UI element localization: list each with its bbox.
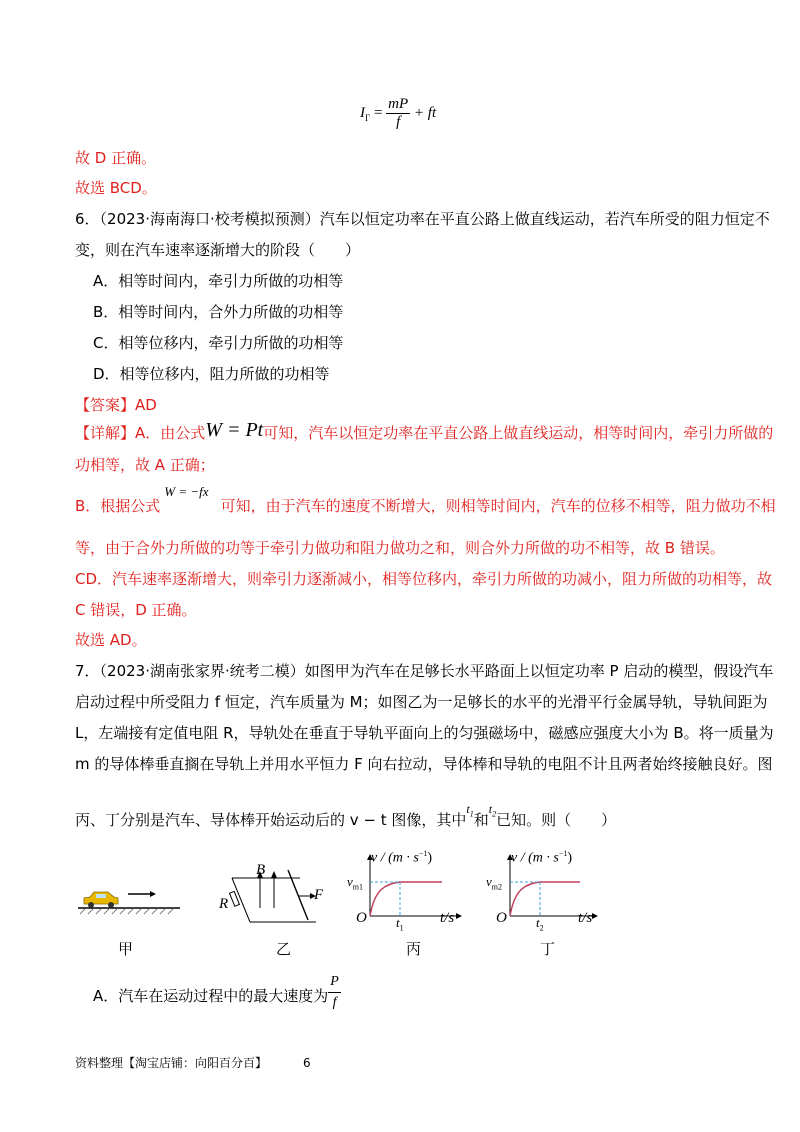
q7-line4: m 的导体棒垂直搁在导轨上并用水平恒力 F 向右拉动，导体棒和导轨的电阻不计且两者始终接触良好。图	[75, 755, 773, 773]
label-ding-t2	[536, 915, 544, 933]
formula-num: mP	[388, 96, 409, 112]
label-yi-R: R	[219, 896, 229, 912]
ground-hatch	[80, 908, 174, 914]
q7-line3: L，左端接有定值电阻 R，导轨处在垂直于导轨平面向上的匀强磁场中，磁感应强度大小为 B。将一质量为	[75, 724, 774, 742]
q7-t2	[488, 802, 497, 819]
q6-option-c: C．相等位移内，牵引力所做的功相等	[93, 334, 344, 352]
q7-and: 和	[473, 811, 489, 829]
formula-w-pt: W = Pt	[205, 419, 264, 441]
label-yi: 乙	[276, 940, 292, 958]
bing-axis-y-close: )	[427, 850, 433, 866]
q7-t2-sub: 2	[492, 809, 497, 819]
car-window	[96, 894, 106, 898]
formula-fraction	[386, 96, 410, 131]
formula-rest: + ft	[413, 104, 437, 121]
q7-line5-pre: 丙、丁分别是汽车、导体棒开始运动后的 v − t 图像，其中	[75, 811, 467, 829]
label-ding-axis-x: t/s	[578, 910, 593, 926]
label-bing-axis-y	[371, 849, 432, 867]
q7-line5-post: 已知。则（ ）	[496, 811, 617, 829]
q6-option-a: A．相等时间内，牵引力所做的功相等	[93, 272, 344, 290]
q7-t2-var: t	[488, 802, 493, 816]
detail-a-line2: 功相等，故 A 正确；	[75, 456, 215, 474]
figure-yi-rails	[230, 870, 316, 922]
formula-w-fx: W = −fx	[164, 484, 209, 499]
detail-a-post: 可知，汽车以恒定功率在平直公路上做直线运动，相等时间内，牵引力所做的	[263, 424, 774, 442]
q6-option-b: B．相等时间内，合外力所做的功相等	[93, 303, 344, 321]
bing-t-sub: 1	[399, 923, 404, 933]
label-bing-vm	[347, 874, 363, 892]
detail-cd-line2: C 错误，D 正确。	[75, 601, 197, 619]
label-bing-axis-x: t/s	[440, 910, 455, 926]
q7-line2: 启动过程中所受阻力 f 恒定，汽车质量为 M；如图乙为一足够长的水平的光滑平行金属导轨，导轨间距为	[75, 693, 768, 711]
detail-a-line1	[75, 419, 774, 443]
detail-a-pre: A．由公式	[135, 424, 206, 442]
label-bing-O: O	[356, 910, 367, 926]
detail-b-line2: 等，由于合外力所做的功等于牵引力做功和阻力做功之和，则合外力所做的功不相等，故 B 错误。	[75, 539, 725, 557]
q7-t1-sub: 1	[469, 809, 474, 819]
formula-eq: =	[373, 104, 383, 121]
car-wheel-rear	[88, 902, 94, 908]
bing-vm-sub: m1	[352, 882, 364, 892]
q7-option-a-num: P	[328, 972, 341, 993]
formula-lhs: I	[360, 104, 365, 121]
ding-x-arrow	[592, 913, 598, 919]
q6-option-d: D．相等位移内，阻力所做的功相等	[93, 365, 330, 383]
ding-vm-sub: m2	[491, 882, 503, 892]
label-ding: 丁	[540, 940, 556, 958]
ding-axis-y-exp: −1	[558, 849, 568, 858]
page-footer	[75, 1054, 311, 1071]
ding-axis-y-text: v / (m · s	[511, 850, 559, 866]
bing-axis-y-text: v / (m · s	[371, 850, 419, 866]
label-ding-vm	[486, 874, 502, 892]
q7-option-a-text: A．汽车在运动过程中的最大速度为	[93, 987, 329, 1005]
q7-option-a-den: f	[332, 995, 337, 1010]
label-bing: 丙	[406, 940, 422, 958]
formula-den: f	[396, 114, 401, 130]
q7-option-a	[93, 972, 341, 1013]
bing-t-var: t	[396, 915, 400, 930]
q7-line5	[75, 802, 617, 836]
answer-label: 【答案】AD	[75, 396, 157, 414]
bing-vm-var: v	[347, 874, 353, 889]
ding-axis-y-close: )	[567, 850, 573, 866]
text-choose-ad: 故选 AD。	[75, 631, 147, 649]
detail-label: 【详解】	[75, 424, 136, 442]
detail-b-post: 可知，由于汽车的速度不断增大，则相等时间内，汽车的位移不相等，阻力做功不相	[220, 497, 776, 515]
figure-jia-car	[78, 891, 180, 914]
page-number: 6	[303, 1056, 311, 1070]
ding-t-var: t	[536, 915, 540, 930]
q6-line1: 6．（2023·海南海口·校考模拟预测）汽车以恒定功率在平直公路上做直线运动，若汽车所受的阻力恒定不	[75, 210, 770, 228]
q7-option-a-fraction	[328, 972, 341, 1013]
label-jia: 甲	[118, 940, 134, 958]
ding-curve	[510, 882, 580, 916]
label-ding-O: O	[496, 910, 507, 926]
footer-text: 资料整理【淘宝店铺：向阳百分百】	[75, 1056, 268, 1070]
bing-curve	[370, 882, 442, 916]
q7-line1: 7．（2023·湖南张家界·统考二模）如图甲为汽车在足够长水平路面上以恒定功率 P 启动的模型，假设汽车	[75, 662, 774, 680]
label-yi-B: B	[256, 862, 266, 878]
q7-t1	[466, 802, 474, 819]
q7-t1-var: t	[466, 802, 470, 816]
text-choose-bcd: 故选 BCD。	[75, 179, 157, 197]
label-yi-F: F	[314, 887, 324, 903]
q6-line2: 变，则在汽车速率逐渐增大的阶段（ ）	[75, 241, 361, 259]
detail-b-pre: B．根据公式	[75, 497, 161, 515]
car-wheel-front	[108, 902, 114, 908]
formula-lhs-sub: Γ	[365, 112, 371, 123]
detail-cd-line1: CD．汽车速率逐渐增大，则牵引力逐渐减小，相等位移内，牵引力所做的功减小，阻力所做的功相等，故	[75, 570, 773, 588]
ding-vm-var: v	[486, 874, 492, 889]
formula-impulse	[360, 96, 436, 131]
car-arrow-head	[150, 891, 156, 897]
ding-t-sub: 2	[539, 923, 544, 933]
label-ding-axis-y	[511, 849, 572, 867]
detail-b-line1	[75, 484, 776, 517]
bing-axis-y-exp: −1	[418, 849, 428, 858]
field-arrow-2	[271, 871, 277, 878]
label-bing-t1	[396, 915, 404, 933]
bing-x-arrow	[456, 913, 462, 919]
text-d-correct: 故 D 正确。	[75, 149, 157, 167]
